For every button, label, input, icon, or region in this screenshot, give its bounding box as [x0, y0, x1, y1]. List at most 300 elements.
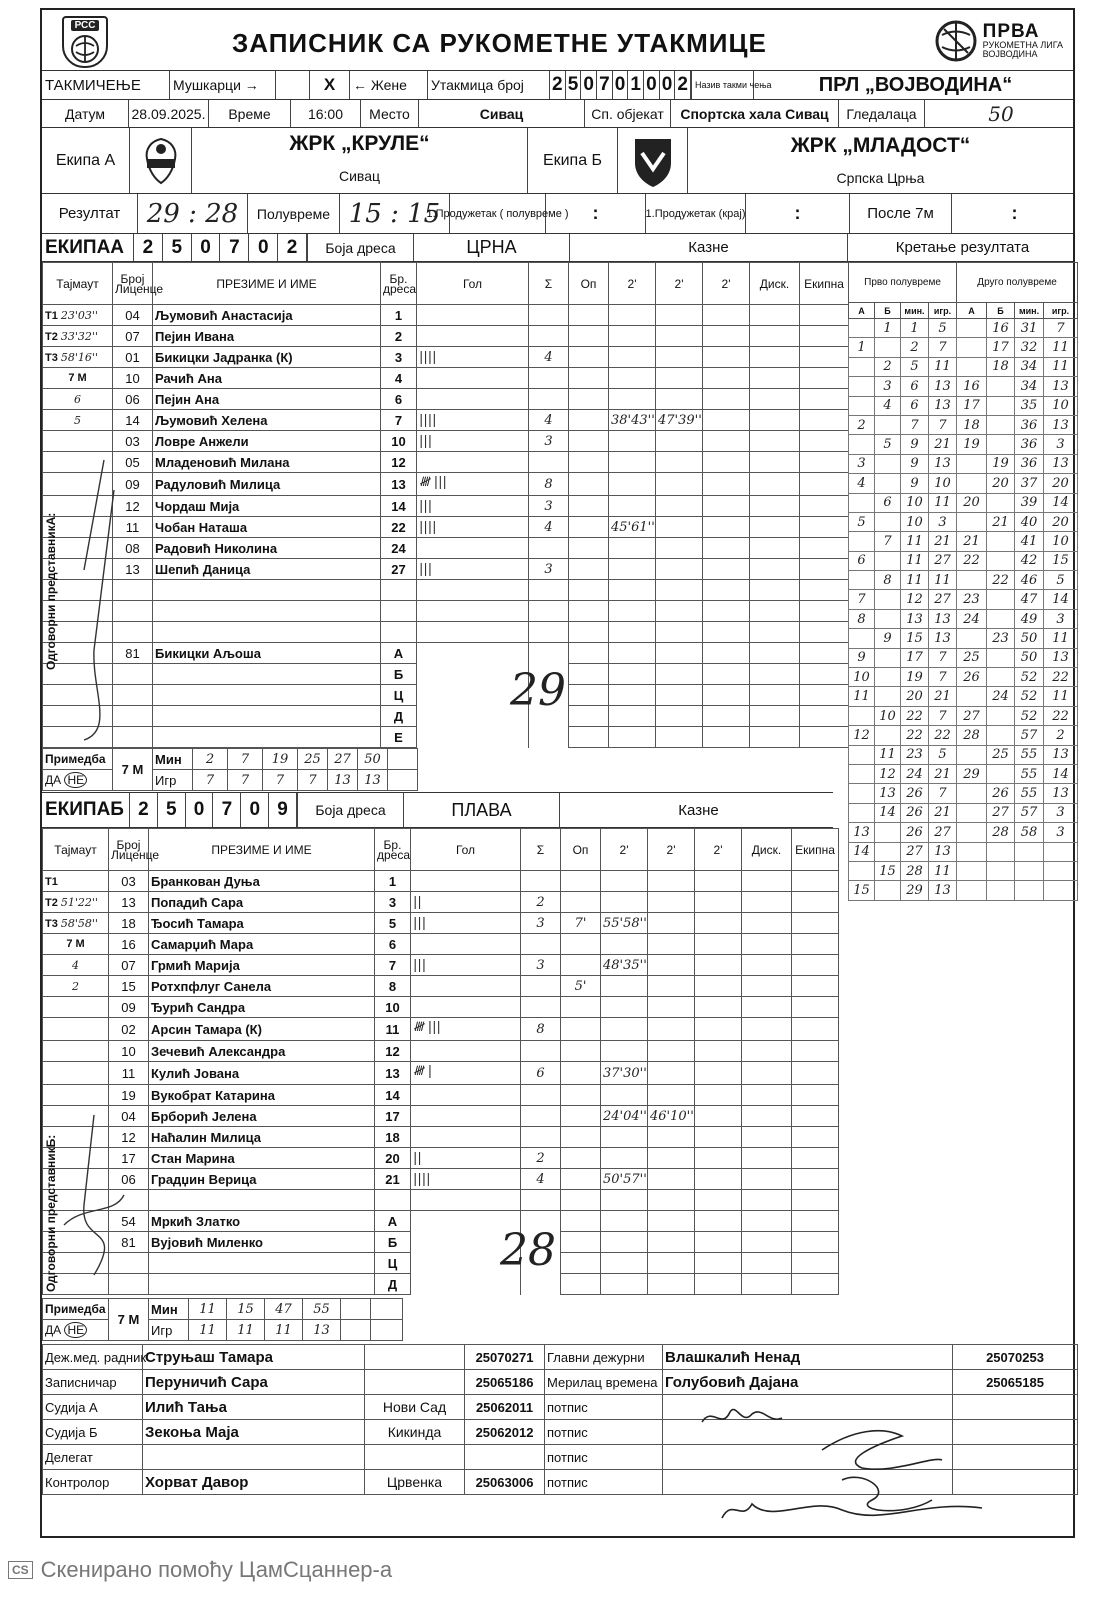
igr-a-4: 7 [298, 770, 328, 791]
player-row [43, 934, 839, 955]
empty-cell [800, 305, 849, 326]
m7-label-a: 7 M [113, 749, 153, 791]
staff-license: 25065186 [465, 1370, 545, 1395]
jersey-no: 14 [381, 496, 417, 517]
empty-cell [417, 622, 529, 643]
progress-cell: 15 [849, 881, 875, 900]
empty-cell [750, 517, 800, 538]
warning [561, 1106, 601, 1127]
progress-cell: 10 [1044, 396, 1078, 415]
jersey-no: 8 [375, 976, 411, 997]
col-warning: Оп [569, 263, 609, 305]
progress-cell [1044, 861, 1078, 880]
two-min-2 [648, 997, 695, 1018]
igr-a-2: 7 [228, 770, 263, 791]
progress-cell: 19 [901, 668, 929, 687]
progress-cell: 20 [987, 474, 1015, 493]
empty-cell [800, 410, 849, 431]
progress-row [849, 745, 1078, 764]
m7-label-b: 7 M [109, 1299, 149, 1341]
yes-a: ДА [45, 773, 62, 787]
progress-cell [987, 493, 1015, 512]
player-row [43, 389, 849, 410]
progress-cell [849, 377, 875, 396]
min-a-6: 50 [358, 749, 388, 770]
result-label: Резултат [42, 194, 138, 233]
progress-cell: 5 [875, 435, 901, 454]
progress-row [849, 357, 1078, 376]
player-row [43, 1085, 839, 1106]
prog-a-1: А [849, 303, 875, 319]
two-min-2 [656, 538, 703, 559]
m7-value: 5 [74, 413, 81, 427]
empty-cell [561, 1211, 601, 1232]
license-no: 10 [113, 368, 153, 389]
staff-license-2: 25065185 [953, 1370, 1078, 1395]
license-no: 11 [113, 517, 153, 538]
rss-logo-text: РСС [71, 20, 100, 31]
staff-name-2: Влашкалић Ненад [663, 1345, 953, 1370]
staff-license: 25062012 [465, 1420, 545, 1445]
progress-row [849, 648, 1078, 667]
progress-cell: 22 [901, 726, 929, 745]
goal-tally: ||| [411, 955, 521, 976]
jersey-no: 2 [381, 326, 417, 347]
camscanner-icon: CS [8, 1561, 33, 1579]
goal-tally: 𝍸 ||| [417, 473, 529, 496]
progress-cell: 6 [875, 493, 901, 512]
progress-row [849, 377, 1078, 396]
empty-cell [792, 1232, 839, 1253]
empty-cell [792, 934, 839, 955]
player-name: Попадић Сара [149, 892, 375, 913]
player-name: Ђосић Тамара [149, 913, 375, 934]
empty-cell [800, 601, 849, 622]
team-a-code-digit: 2 [278, 234, 307, 261]
jersey-no: 7 [381, 410, 417, 431]
team-b-jersey-label: Боја дреса [298, 793, 404, 827]
goal-sum [521, 934, 561, 955]
progress-cell: 13 [1044, 648, 1078, 667]
progress-cell [849, 532, 875, 551]
goal-tally [411, 934, 521, 955]
two-min-2 [656, 496, 703, 517]
team-b-code-digit: 0 [241, 793, 269, 827]
progress-cell: 7 [929, 706, 957, 725]
jersey-no: 10 [375, 997, 411, 1018]
timeout-cell [43, 368, 113, 389]
timeout-cell [43, 976, 109, 997]
team-b-heading [42, 792, 833, 828]
two-min-1: 37'30'' [601, 1062, 648, 1085]
jersey-no: 21 [375, 1169, 411, 1190]
progress-cell [849, 745, 875, 764]
empty-cell [792, 1274, 839, 1295]
two-min-2 [656, 559, 703, 580]
progress-cell [849, 435, 875, 454]
empty-cell [792, 1148, 839, 1169]
match-no-digit: 5 [566, 71, 582, 99]
warning [561, 1148, 601, 1169]
empty-cell [703, 431, 750, 452]
license-no: 12 [113, 496, 153, 517]
progress-cell: 24 [957, 609, 987, 628]
empty-cell [792, 1190, 839, 1211]
progress-row [849, 512, 1078, 531]
empty-cell [417, 643, 529, 664]
two-min-2 [656, 389, 703, 410]
empty-cell [656, 622, 703, 643]
empty-cell [750, 496, 800, 517]
league-name: ПРЛ „ВОЈВОДИНА“ [818, 73, 1013, 96]
warning [569, 473, 609, 496]
empty-cell [703, 664, 750, 685]
match-no-digit: 1 [628, 71, 644, 99]
player-row [43, 1232, 839, 1253]
timeout-label: T1 [45, 875, 58, 888]
license-no: 06 [113, 389, 153, 410]
ot1-half-label: 1.Продужетак ( полувреме ) [450, 194, 546, 233]
progress-cell: 5 [929, 745, 957, 764]
progress-cell: 28 [987, 823, 1015, 842]
league-logo [935, 20, 1063, 62]
two-min-1 [609, 452, 656, 473]
progress-cell: 25 [987, 745, 1015, 764]
progress-cell [957, 454, 987, 473]
player-name: Чобан Наташа [153, 517, 381, 538]
warning [569, 305, 609, 326]
player-row [43, 997, 839, 1018]
progress-cell: 13 [1044, 745, 1078, 764]
staff-name-2: Голубовић Дајана [663, 1370, 953, 1395]
empty-cell [149, 1190, 375, 1211]
two-min-1 [601, 976, 648, 997]
prog-min-1: мин. [901, 303, 929, 319]
progress-row [849, 668, 1078, 687]
goal-tally: ||| [417, 431, 529, 452]
progress-cell: 27 [987, 803, 1015, 822]
empty-cell [153, 601, 381, 622]
empty-cell [792, 1253, 839, 1274]
progress-cell: 12 [849, 726, 875, 745]
progress-cell: 7 [929, 415, 957, 434]
progress-cell [957, 357, 987, 376]
two-min-2 [648, 871, 695, 892]
progress-cell: 39 [1015, 493, 1044, 512]
player-name: Грмић Марија [149, 955, 375, 976]
progress-cell [957, 319, 987, 338]
progress-cell: 42 [1015, 551, 1044, 570]
empty-cell [792, 1169, 839, 1190]
empty-cell [800, 664, 849, 685]
official-row [43, 1345, 1078, 1370]
empty-cell [800, 643, 849, 664]
spectators-value: 50 [988, 101, 1014, 126]
igr-b-2: 11 [227, 1320, 265, 1341]
progress-row [849, 726, 1078, 745]
progress-cell [875, 415, 901, 434]
venue-value: Спортска хала Сивац [671, 100, 839, 127]
progress-cell: 50 [1015, 648, 1044, 667]
empty-cell [800, 559, 849, 580]
player-name: Ловре Анжели [153, 431, 381, 452]
progress-cell: 13 [929, 609, 957, 628]
progress-cell [875, 648, 901, 667]
two-min-2 [648, 1148, 695, 1169]
date-value: 28.09.2025. [129, 100, 209, 127]
player-row [43, 871, 839, 892]
col-team-pen-b: Екипна [792, 829, 839, 871]
jersey-no: 24 [381, 538, 417, 559]
staff-license: 25070271 [465, 1345, 545, 1370]
progress-cell: 13 [929, 842, 957, 861]
progress-cell: 49 [1015, 609, 1044, 628]
license-no: 13 [113, 559, 153, 580]
igr-b-3: 11 [265, 1320, 303, 1341]
progress-row [849, 319, 1078, 338]
two-min-2 [648, 1085, 695, 1106]
progress-cell: 11 [901, 532, 929, 551]
team-b-city: Српска Црња [836, 170, 925, 186]
empty-cell [792, 913, 839, 934]
after7m-label: После 7м [850, 194, 952, 233]
staff-license: 25063006 [465, 1470, 545, 1495]
empty-cell [695, 1085, 742, 1106]
team-a-code-digit: 7 [220, 234, 249, 261]
empty-cell [695, 997, 742, 1018]
empty-cell [561, 1253, 601, 1274]
empty-cell [656, 664, 703, 685]
progress-cell: 40 [1015, 512, 1044, 531]
official-role: Б [375, 1232, 411, 1253]
progress-cell [849, 493, 875, 512]
rep-b-signature [54, 1105, 134, 1285]
empty-cell [800, 389, 849, 410]
team-a-jersey-label: Боја дреса [308, 234, 414, 261]
two-min-2 [656, 431, 703, 452]
staff-name: Зекоња Маја [143, 1420, 365, 1445]
staff-role-2: потпис [545, 1470, 663, 1495]
progress-cell [875, 338, 901, 357]
jersey-no: 7 [375, 955, 411, 976]
progress-cell: 3 [849, 454, 875, 473]
progress-cell [957, 687, 987, 706]
timeout-label: T2 [45, 896, 58, 909]
warning [561, 1041, 601, 1062]
signatures [692, 1400, 1032, 1535]
empty-cell [703, 580, 750, 601]
progress-cell [957, 474, 987, 493]
empty-cell [703, 347, 750, 368]
progress-row [849, 435, 1078, 454]
match-no-digit: 7 [597, 71, 613, 99]
gender-mark: X [310, 71, 350, 99]
progress-cell [987, 764, 1015, 783]
progress-cell [1044, 842, 1078, 861]
progress-cell: 13 [929, 454, 957, 473]
empty-cell [800, 622, 849, 643]
min-b-4: 55 [303, 1299, 341, 1320]
team-b-heading-label: ЕКИПАБ [42, 793, 130, 827]
first-half-label: Прво полувреме [849, 263, 957, 303]
empty-cell [742, 1041, 792, 1062]
empty-cell [703, 326, 750, 347]
progress-cell: 4 [849, 474, 875, 493]
progress-cell [987, 842, 1015, 861]
empty-cell [800, 431, 849, 452]
progress-cell: 26 [901, 784, 929, 803]
progress-cell [987, 609, 1015, 628]
progress-cell: 11 [901, 571, 929, 590]
empty-cell [569, 580, 609, 601]
ot1-half-value: : [546, 194, 646, 233]
empty-cell [703, 559, 750, 580]
progress-cell [1015, 861, 1044, 880]
goal-tally: || [411, 1148, 521, 1169]
team-a-name: ЖРК „КРУЛЕ“ [289, 132, 430, 155]
progress-cell [987, 668, 1015, 687]
progress-cell: 26 [901, 803, 929, 822]
timeout-cell [43, 347, 113, 368]
goal-tally [417, 538, 529, 559]
rep-a-label: Одговорни представникА: [44, 512, 58, 670]
empty-cell [656, 601, 703, 622]
progress-cell: 23 [987, 629, 1015, 648]
empty-cell [750, 580, 800, 601]
progress-cell: 9 [901, 435, 929, 454]
empty-cell [742, 913, 792, 934]
handball-emblem-icon [70, 34, 100, 64]
progress-row [849, 396, 1078, 415]
progress-cell: 13 [901, 609, 929, 628]
warning [561, 1127, 601, 1148]
empty-cell [703, 706, 750, 727]
goal-tally: ||| [417, 559, 529, 580]
progress-cell: 21 [929, 764, 957, 783]
progress-cell: 11 [929, 357, 957, 376]
progress-cell: 10 [1044, 532, 1078, 551]
jersey-no: 6 [375, 934, 411, 955]
progress-cell [849, 706, 875, 725]
empty-cell [742, 934, 792, 955]
player-row [43, 410, 849, 431]
goal-tally: || [411, 892, 521, 913]
empty-cell [792, 1041, 839, 1062]
empty-cell [521, 1274, 561, 1295]
empty-cell [742, 1018, 792, 1041]
timeout-value: 51'22'' [60, 895, 98, 909]
timeout-cell [43, 892, 109, 913]
two-min-1: 50'57'' [601, 1169, 648, 1190]
jersey-no: 12 [375, 1041, 411, 1062]
empty-cell [792, 892, 839, 913]
progress-cell [1015, 881, 1044, 900]
progress-cell: 21 [929, 435, 957, 454]
empty-cell [750, 326, 800, 347]
scanner-footer [0, 1540, 1103, 1600]
official-name [153, 685, 381, 706]
goal-sum [521, 1106, 561, 1127]
score-progress-table [848, 262, 1078, 901]
goal-sum: 2 [521, 892, 561, 913]
official-row [43, 1370, 1078, 1395]
player-row [43, 559, 849, 580]
progress-row [849, 609, 1078, 628]
official-role: Е [381, 727, 417, 748]
goal-sum: 3 [521, 913, 561, 934]
progress-cell: 23 [901, 745, 929, 764]
warning [569, 517, 609, 538]
player-name: Пејин Ана [153, 389, 381, 410]
empty-cell [703, 622, 750, 643]
team-b-code-digit: 5 [158, 793, 186, 827]
empty-cell [695, 913, 742, 934]
warning [569, 410, 609, 431]
team-a-code-digit: 0 [192, 234, 221, 261]
staff-license [465, 1445, 545, 1470]
player-name: Радуловић Милица [153, 473, 381, 496]
progress-cell: 17 [957, 396, 987, 415]
igr-a-6: 13 [358, 770, 388, 791]
progress-cell [957, 784, 987, 803]
progress-cell: 18 [987, 357, 1015, 376]
official-name [153, 706, 381, 727]
progress-cell: 57 [1015, 726, 1044, 745]
timeout-label: T3 [45, 917, 58, 930]
player-name: Наћалин Милица [149, 1127, 375, 1148]
player-row [43, 664, 849, 685]
min-a-3: 19 [263, 749, 298, 770]
rep-a-signature [54, 450, 134, 750]
empty-cell [695, 1274, 742, 1295]
prog-igr-2: игр. [1044, 303, 1078, 319]
igr-b-4: 13 [303, 1320, 341, 1341]
empty-cell [411, 1190, 521, 1211]
player-row [43, 643, 849, 664]
progress-cell: 1 [875, 319, 901, 338]
col-name: ПРЕЗИМЕ И ИМЕ [153, 263, 381, 305]
empty-cell [695, 1062, 742, 1085]
official-role: А [381, 643, 417, 664]
progress-cell [875, 512, 901, 531]
two-min-1 [601, 1148, 648, 1169]
two-min-1 [609, 347, 656, 368]
progress-cell [875, 881, 901, 900]
progress-row [849, 861, 1078, 880]
goal-tally: |||| [417, 347, 529, 368]
empty-cell [742, 976, 792, 997]
license-no: 15 [109, 976, 149, 997]
goal-tally [417, 305, 529, 326]
empty-cell [521, 1190, 561, 1211]
progress-cell: 13 [875, 784, 901, 803]
progress-cell: 11 [849, 687, 875, 706]
two-min-1 [601, 1127, 648, 1148]
empty-cell [695, 1127, 742, 1148]
two-min-2 [648, 913, 695, 934]
player-name: Љумовић Хелена [153, 410, 381, 431]
player-name: Рачић Ана [153, 368, 381, 389]
progress-cell: 50 [1015, 629, 1044, 648]
staff-city: Кикинда [365, 1420, 465, 1445]
progress-cell [987, 532, 1015, 551]
timeout-value: 23'03'' [60, 308, 98, 322]
progress-cell: 29 [901, 881, 929, 900]
two-min-1: 48'35'' [601, 955, 648, 976]
two-min-1: 45'61'' [609, 517, 656, 538]
player-row [43, 1253, 839, 1274]
progress-cell: 26 [957, 668, 987, 687]
